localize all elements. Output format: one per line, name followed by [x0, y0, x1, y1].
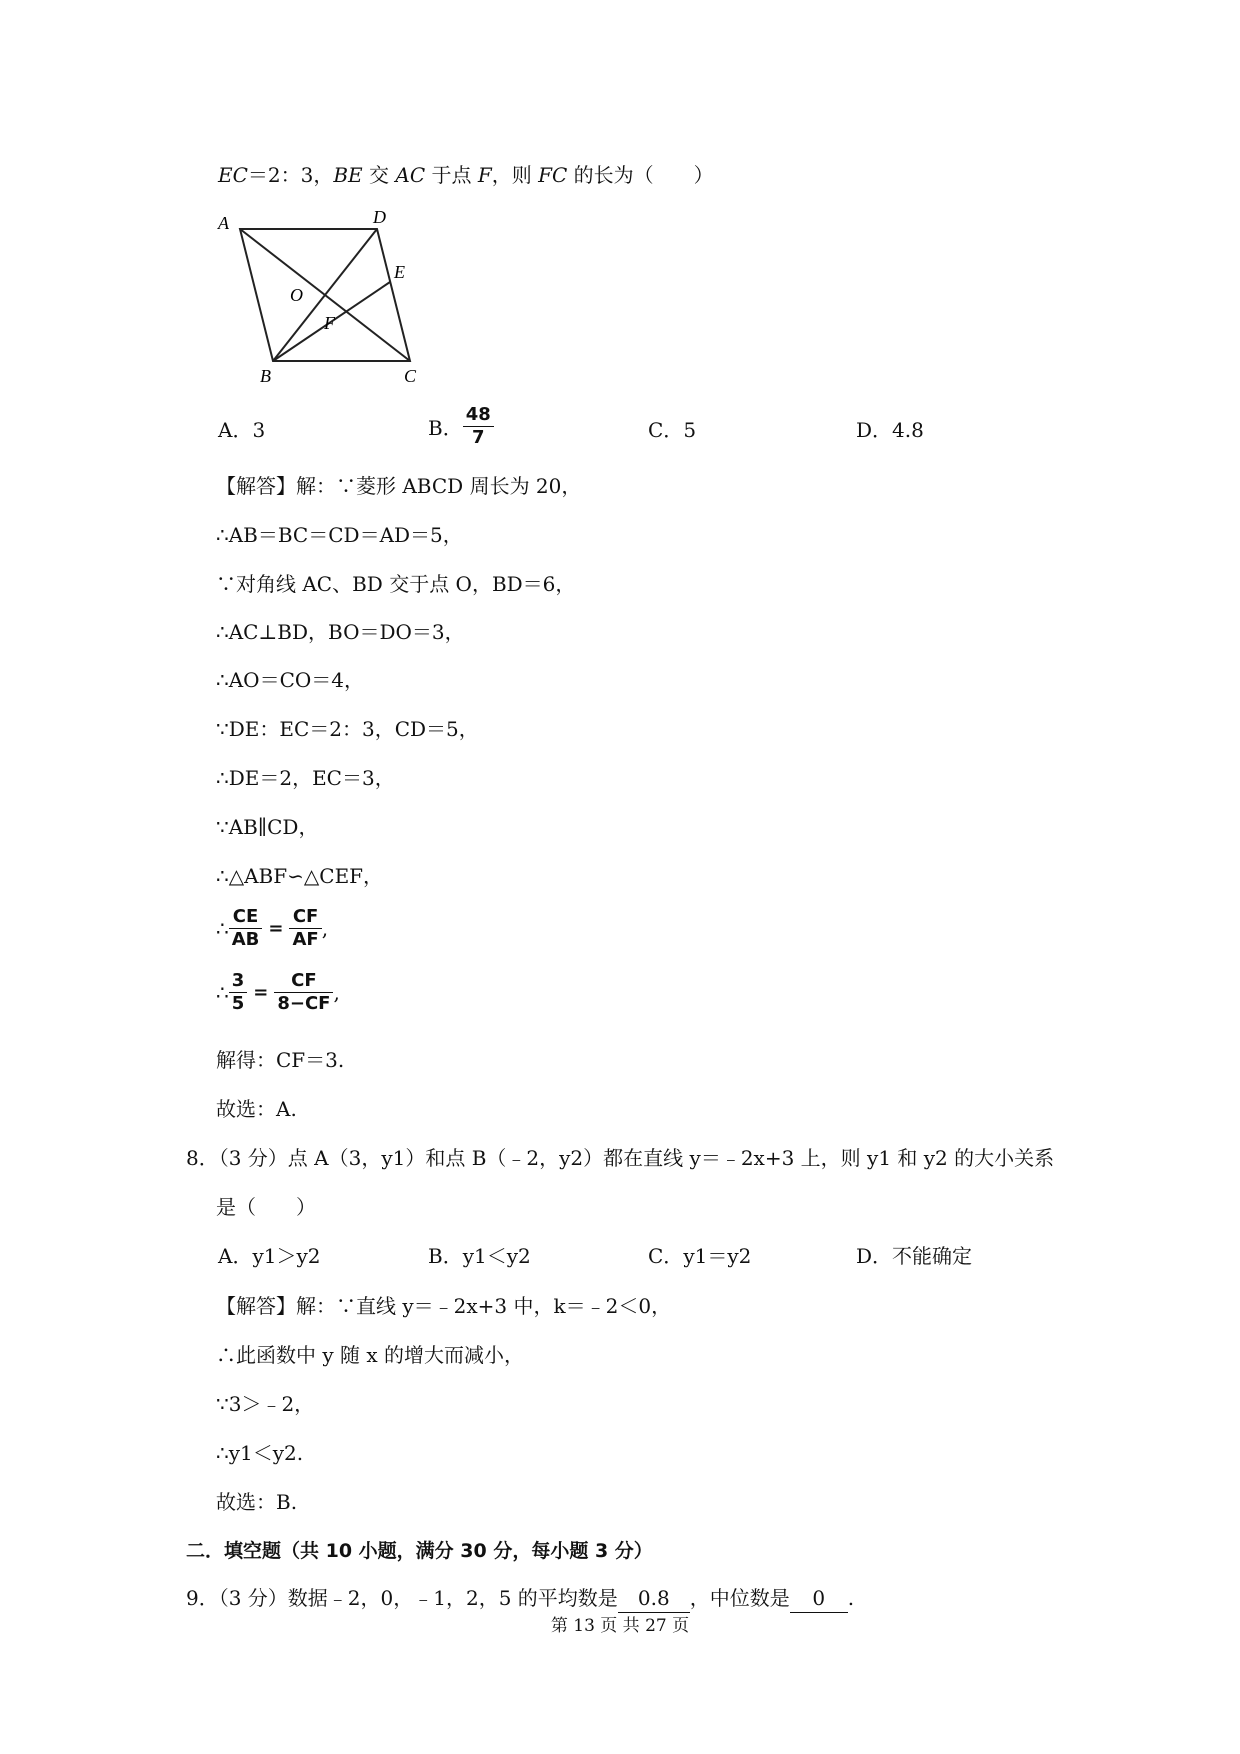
solution-line: ∵3＞﹣2，	[216, 1392, 315, 1416]
diagonal-bd	[273, 229, 377, 361]
label-b: B	[260, 366, 271, 385]
q9-suffix: .	[847, 1586, 855, 1610]
q7-stem	[218, 161, 714, 189]
solution-line: 【解答】解：∵直线 y＝﹣2x+3 中，k＝﹣2＜0，	[216, 1294, 672, 1318]
fraction-numerator: CF	[274, 970, 333, 993]
label-o: O	[290, 285, 303, 305]
option-letter: B．	[428, 416, 463, 440]
punctuation: ,	[321, 916, 329, 941]
fraction	[229, 970, 248, 1015]
fraction-numerator: CE	[229, 906, 263, 929]
option-fraction	[463, 404, 494, 449]
label-e: E	[394, 262, 405, 282]
rhombus-figure	[210, 205, 430, 385]
solution-line: ∵AB∥CD，	[216, 815, 319, 839]
fraction-denominator: 5	[231, 993, 245, 1014]
q7-option-b	[428, 404, 494, 449]
fraction	[289, 906, 321, 951]
q8-option-a	[218, 1242, 321, 1270]
q7-option-a	[218, 416, 265, 444]
option-letter: C．	[648, 1244, 684, 1268]
answer-blank-mean: 0.8	[618, 1584, 690, 1613]
therefore-symbol: ∴	[216, 916, 229, 941]
label-a: A	[218, 213, 229, 233]
solution-line: ∴△ABF∽△CEF，	[216, 864, 384, 888]
label-d: D	[373, 207, 386, 227]
solution-line: 故选：B.	[216, 1490, 298, 1514]
solution-line: ∴此函数中 y 随 x 的增大而减小，	[216, 1343, 525, 1367]
q7-stem-part: 的长为（ ）	[567, 163, 714, 187]
q7-stem-part: F	[477, 163, 492, 187]
fraction-numerator: 48	[463, 404, 494, 427]
punctuation: ,	[333, 980, 340, 1005]
q8-stem-line1: 8．（3 分）点 A（3，y1）和点 B（﹣2，y2）都在直线 y＝﹣2x+3 上，则 y1 和 y2 的大小关系	[186, 1146, 1055, 1170]
q7-option-c	[648, 416, 696, 444]
option-value: y1＞y2	[252, 1244, 321, 1268]
q7-stem-part: ，则	[491, 163, 539, 187]
option-letter: C．	[648, 418, 684, 442]
fraction	[274, 970, 333, 1015]
q8-option-c	[648, 1242, 751, 1270]
solution-line: ∴AB＝BC＝CD＝AD＝5，	[216, 523, 463, 547]
fraction-denominator: 7	[471, 427, 485, 448]
page-footer: 第 13 页 共 27 页	[550, 1616, 690, 1636]
option-letter: D．	[856, 418, 893, 442]
q9-middle: ，中位数是	[689, 1586, 790, 1610]
option-letter: B．	[428, 1244, 463, 1268]
solution-line: ∴DE＝2，EC＝3，	[216, 766, 395, 790]
option-value: y1＝y2	[683, 1244, 752, 1268]
solution-result: 解得：CF＝3.	[216, 1048, 345, 1072]
equals-sign: =	[253, 982, 269, 1003]
fraction-denominator: 8−CF	[277, 993, 331, 1014]
solution-line: ∵对角线 AC、BD 交于点 O，BD＝6，	[216, 572, 576, 596]
option-value: y1＜y2	[462, 1244, 531, 1268]
q7-stem-part: ＝2：3，	[247, 163, 334, 187]
option-letter: A．	[218, 1244, 253, 1268]
option-letter: A．	[218, 418, 253, 442]
option-letter: D．	[856, 1244, 893, 1268]
solution-line: ∴y1＜y2.	[216, 1441, 304, 1465]
label-c: C	[404, 366, 417, 385]
option-value: 4.8	[892, 418, 924, 442]
ratio-equation-1	[216, 906, 328, 951]
fraction-denominator: AF	[292, 929, 319, 950]
q9-prefix: 9．（3 分）数据﹣2，0，﹣1，2，5 的平均数是	[186, 1586, 618, 1610]
q7-stem-part: 于点	[425, 163, 478, 187]
q7-option-d	[856, 416, 924, 444]
q9-stem	[186, 1584, 854, 1613]
option-value: 5	[683, 418, 697, 442]
option-value: 不能确定	[892, 1244, 973, 1268]
q8-stem-line2: 是（ ）	[216, 1195, 316, 1219]
q7-stem-part: AC	[395, 163, 426, 187]
fraction-numerator: 3	[229, 970, 248, 993]
solution-line: 【解答】解：∵菱形 ABCD 周长为 20，	[216, 474, 582, 498]
fraction	[229, 906, 263, 951]
solution-choice: 故选：A.	[216, 1097, 297, 1121]
label-f: F	[324, 313, 335, 333]
solution-line: ∵DE：EC＝2：3，CD＝5，	[216, 717, 479, 741]
fraction-denominator: AB	[231, 929, 260, 950]
fraction-numerator: CF	[289, 906, 321, 929]
answer-blank-median: 0	[790, 1584, 848, 1613]
q7-stem-part: FC	[538, 163, 568, 187]
q7-stem-part: BE	[333, 163, 363, 187]
solution-line: ∴AC⊥BD，BO＝DO＝3，	[216, 620, 465, 644]
q7-stem-part: EC	[218, 163, 248, 187]
therefore-symbol: ∴	[216, 980, 229, 1005]
solution-line: ∴AO＝CO＝4，	[216, 668, 364, 692]
ratio-equation-2	[216, 970, 340, 1015]
section-heading: 二．填空题（共 10 小题，满分 30 分，每小题 3 分）	[186, 1540, 653, 1562]
q7-stem-part: 交	[362, 163, 396, 187]
equals-sign: =	[268, 918, 284, 939]
q8-option-b	[428, 1242, 531, 1270]
option-value: 3	[252, 418, 266, 442]
q8-option-d	[856, 1242, 972, 1270]
